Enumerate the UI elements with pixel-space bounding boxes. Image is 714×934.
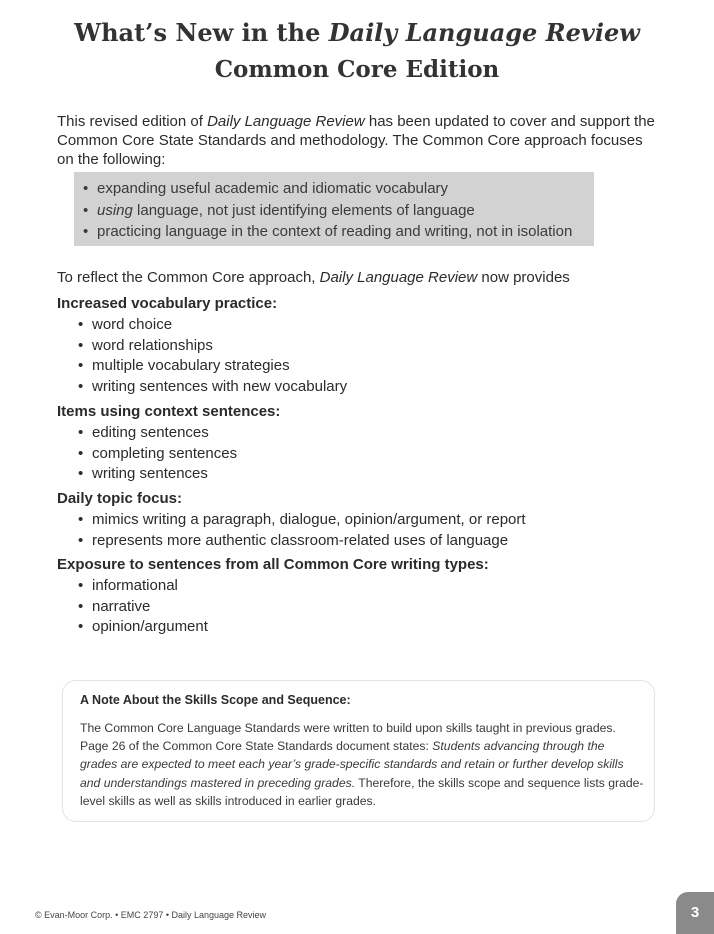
list-item: • mimics writing a paragraph, dialogue, opinion/argument, or report: [78, 511, 526, 528]
title-book-name: Daily Language Review: [328, 18, 640, 47]
list-item: • word choice: [78, 316, 173, 333]
section-daily-topic: [57, 489, 657, 551]
page-title: What’s New in the Daily Language Review: [74, 18, 640, 47]
note-title: A Note About the Skills Scope and Sequence:: [80, 693, 351, 707]
list-item: • narrative: [78, 597, 151, 615]
section-heading: Exposure to sentences from all Common Core writing types:: [57, 556, 489, 573]
provides-paragraph: To reflect the Common Core approach, Daily Language Review now provides: [57, 269, 570, 286]
list-item: • writing sentences with new vocabulary: [78, 378, 348, 396]
list-item: • opinion/argument: [78, 618, 208, 636]
list-item: • completing sentences: [78, 444, 238, 462]
list-item: • informational: [78, 577, 178, 594]
note-box: [62, 680, 655, 822]
note-body: The Common Core Language Standards were written to build upon skills taught in previous grades. Page 26 of the Common Core State Standards document states: Students advancing through the grades are expected to meet each year’s grade-specific standards and retain or further develop skills and understandings mastered in preceding grades. Therefore, the skills scope and sequence lists grade-level skills as well as skills introduced in earlier grades.: [80, 721, 644, 808]
section-writing-types: [57, 555, 657, 638]
list-item: • editing sentences: [78, 424, 209, 441]
section-heading: Items using context sentences:: [57, 403, 281, 420]
bullet: •: [83, 201, 89, 219]
section-heading: Daily topic focus:: [57, 490, 183, 507]
intro-paragraph: This revised edition of Daily Language Review has been updated to cover and support the Common Core State Standards and methodology. The Common Core approach focuses on the following:: [57, 113, 655, 168]
focus-box: [74, 172, 594, 246]
focus-item: • using language, not just identifying elements of language: [83, 200, 594, 222]
focus-item: • practicing language in the context of reading and writing, not in isolation: [83, 221, 594, 243]
list-item: • multiple vocabulary strategies: [78, 357, 290, 375]
section-vocabulary: [57, 294, 657, 398]
list-item: • represents more authentic classroom-related uses of language: [78, 531, 509, 549]
page-number-tab: 3: [676, 892, 714, 934]
page-subtitle: Common Core Edition: [214, 56, 500, 83]
list-item: • word relationships: [78, 336, 213, 354]
section-context-sentences: [57, 402, 657, 485]
focus-item: • expanding useful academic and idiomatic vocabulary: [83, 178, 594, 200]
bullet: •: [83, 223, 89, 240]
list-item: • writing sentences: [78, 465, 208, 483]
section-heading: Increased vocabulary practice:: [57, 295, 278, 312]
footer-copyright: © Evan-Moor Corp. • EMC 2797 • Daily Language Review: [35, 910, 267, 920]
bullet: •: [83, 180, 89, 197]
